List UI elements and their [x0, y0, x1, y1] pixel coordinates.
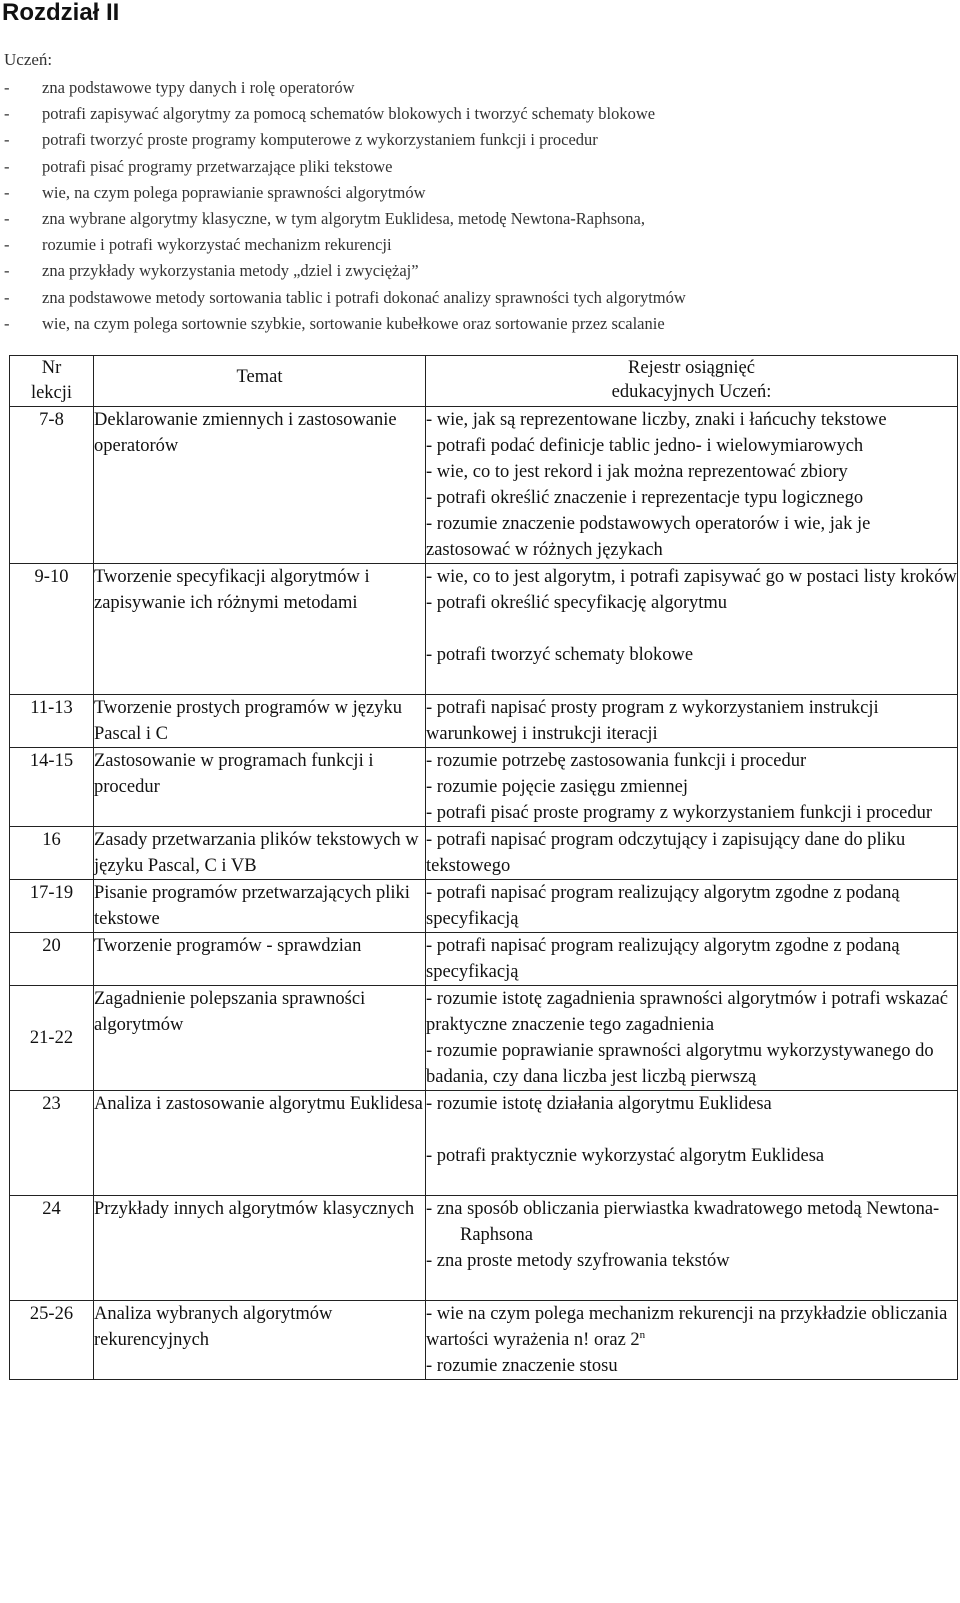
outcome-item: - potrafi tworzyć schematy blokowe: [426, 645, 694, 665]
table-row: [10, 695, 958, 748]
table-row: [10, 564, 958, 695]
lesson-outcomes: [426, 564, 958, 695]
header-outcomes-line2: edukacyjnych Uczeń:: [611, 382, 772, 402]
lesson-topic: Tworzenie specyfikacji algorytmów i zapisywanie ich różnymi metodami: [94, 564, 426, 695]
header-nr-line2: lekcji: [30, 383, 73, 403]
exponent: n: [639, 1328, 646, 1341]
intro-item: - zna podstawowe typy danych i rolę operatorów: [4, 75, 686, 101]
lesson-topic: Zasady przetwarzania plików tekstowych w języku Pascal, C i VB: [94, 827, 426, 880]
lesson-number: 24: [10, 1196, 94, 1301]
table-row: [10, 986, 958, 1091]
intro-item: - potrafi tworzyć proste programy komputerowe z wykorzystaniem funkcji i procedur: [4, 127, 686, 153]
outcome-item: - potrafi napisać program realizujący algorytm zgodne z podaną specyfikacją: [426, 936, 900, 982]
lesson-number: 14-15: [10, 748, 94, 827]
outcome-spacer: [426, 616, 957, 642]
outcome-item: - zna proste metody szyfrowania tekstów: [426, 1251, 730, 1271]
lesson-outcomes: [426, 933, 958, 986]
outcome-spacer: [426, 1274, 957, 1300]
lesson-topic: Analiza i zastosowanie algorytmu Euklidesa: [94, 1091, 426, 1196]
lesson-number: 23: [10, 1091, 94, 1196]
intro-item: - potrafi pisać programy przetwarzające pliki tekstowe: [4, 154, 686, 180]
lesson-outcomes: [426, 827, 958, 880]
lesson-number: 17-19: [10, 880, 94, 933]
outcome-item: [426, 1301, 957, 1353]
outcome-item: - wie, co to jest rekord i jak można reprezentować zbiory: [426, 462, 848, 482]
intro-item: - zna podstawowe metody sortowania tablic i potrafi dokonać analizy sprawności tych algorytmów: [4, 285, 686, 311]
lesson-topic: Przykłady innych algorytmów klasycznych: [94, 1196, 426, 1301]
intro-item: - potrafi zapisywać algorytmy za pomocą schematów blokowych i tworzyć schematy blokowe: [4, 101, 686, 127]
outcome-spacer: [426, 668, 957, 694]
lesson-topic: Pisanie programów przetwarzających pliki tekstowe: [94, 880, 426, 933]
outcome-text: - wie na czym polega mechanizm rekurencji na przykładzie obliczania wartości wyrażenia n! oraz 2: [426, 1304, 948, 1350]
lesson-number: 25-26: [10, 1301, 94, 1380]
lesson-outcomes: [426, 1091, 958, 1196]
intro-item: - rozumie i potrafi wykorzystać mechanizm rekurencji: [4, 232, 686, 258]
lesson-outcomes: [426, 1301, 958, 1380]
outcome-item: - potrafi podać definicje tablic jedno- i wielowymiarowych: [426, 436, 864, 456]
lesson-topic: Deklarowanie zmiennych i zastosowanie operatorów: [94, 407, 426, 564]
lesson-topic: Zagadnienie polepszania sprawności algorytmów: [94, 986, 426, 1091]
lesson-outcomes: [426, 986, 958, 1091]
lesson-topic: Tworzenie programów - sprawdzian: [94, 933, 426, 986]
outcome-item: - potrafi pisać proste programy z wykorzystaniem funkcji i procedur: [426, 803, 933, 823]
table-row: [10, 1196, 958, 1301]
lesson-number: 20: [10, 933, 94, 986]
table-row: [10, 933, 958, 986]
lesson-outcomes: [426, 407, 958, 564]
outcome-item: - wie, co to jest algorytm, i potrafi zapisywać go w postaci listy kroków: [426, 567, 957, 587]
intro-label: Uczeń:: [4, 50, 53, 69]
outcome-item: - rozumie pojęcie zasięgu zmiennej: [426, 777, 688, 797]
table-row: [10, 1301, 958, 1380]
outcome-item: - potrafi napisać prosty program z wykorzystaniem instrukcji warunkowej i instrukcji iteracji: [426, 698, 879, 744]
chapter-heading: Rozdział II: [2, 0, 120, 26]
lesson-number: 11-13: [10, 695, 94, 748]
lesson-outcomes: [426, 880, 958, 933]
table-header-row: [10, 356, 958, 407]
outcome-item: - potrafi określić znaczenie i reprezentacje typu logicznego: [426, 488, 864, 508]
outcome-item: - potrafi napisać program realizujący algorytm zgodne z podaną specyfikacją: [426, 883, 900, 929]
lesson-number: 21-22: [10, 986, 94, 1091]
lesson-topic: Zastosowanie w programach funkcji i procedur: [94, 748, 426, 827]
outcome-item: - rozumie znaczenie podstawowych operatorów i wie, jak je zastosować w różnych językach: [426, 514, 871, 560]
outcome-item: - rozumie istotę działania algorytmu Euklidesa: [426, 1094, 772, 1114]
lesson-topic: Tworzenie prostych programów w języku Pascal i C: [94, 695, 426, 748]
table-row: [10, 827, 958, 880]
table-row: [10, 407, 958, 564]
outcome-item: - rozumie istotę zagadnienia sprawności algorytmów i potrafi wskazać praktyczne znaczenie tego zagadnienia: [426, 989, 948, 1035]
header-nr-line1: Nr: [41, 358, 62, 378]
outcome-spacer: [426, 1169, 957, 1195]
outcome-item: - rozumie poprawianie sprawności algorytmu wykorzystywanego do badania, czy dana liczba jest liczbą pierwszą: [426, 1041, 934, 1087]
outcome-item: - potrafi praktycznie wykorzystać algorytm Euklidesa: [426, 1146, 825, 1166]
outcome-item: - potrafi napisać program odczytujący i zapisujący dane do pliku tekstowego: [426, 830, 906, 876]
header-lesson-number: [10, 356, 94, 407]
outcome-item: - zna sposób obliczania pierwiastka kwadratowego metodą Newtona-Raphsona: [426, 1199, 940, 1245]
outcome-item: - potrafi określić specyfikację algorytmu: [426, 593, 728, 613]
intro-item: - zna przykłady wykorzystania metody „dziel i zwyciężaj”: [4, 258, 686, 284]
table-row: [10, 880, 958, 933]
lesson-number: 9-10: [10, 564, 94, 695]
table-row: [10, 1091, 958, 1196]
syllabus-table: [9, 355, 958, 1380]
header-outcomes-line1: Rejestr osiągnięć: [628, 358, 755, 378]
lesson-number: 16: [10, 827, 94, 880]
intro-list: [4, 75, 686, 337]
intro-item: - wie, na czym polega poprawianie sprawności algorytmów: [4, 180, 686, 206]
outcome-item: - rozumie znaczenie stosu: [426, 1356, 618, 1376]
table-row: [10, 748, 958, 827]
outcome-item: - rozumie potrzebę zastosowania funkcji i procedur: [426, 751, 807, 771]
header-outcomes: [426, 356, 958, 407]
lesson-topic: Analiza wybranych algorytmów rekurencyjnych: [94, 1301, 426, 1380]
outcome-spacer: [426, 1117, 957, 1143]
lesson-number: 7-8: [10, 407, 94, 564]
header-topic: Temat: [94, 356, 426, 407]
outcome-item: - wie, jak są reprezentowane liczby, znaki i łańcuchy tekstowe: [426, 410, 887, 430]
lesson-outcomes: [426, 748, 958, 827]
lesson-outcomes: [426, 695, 958, 748]
intro-item: - zna wybrane algorytmy klasyczne, w tym algorytm Euklidesa, metodę Newtona-Raphsona,: [4, 206, 686, 232]
intro-item: - wie, na czym polega sortownie szybkie, sortowanie kubełkowe oraz sortowanie przez scalanie: [4, 311, 686, 337]
lesson-outcomes: [426, 1196, 958, 1301]
